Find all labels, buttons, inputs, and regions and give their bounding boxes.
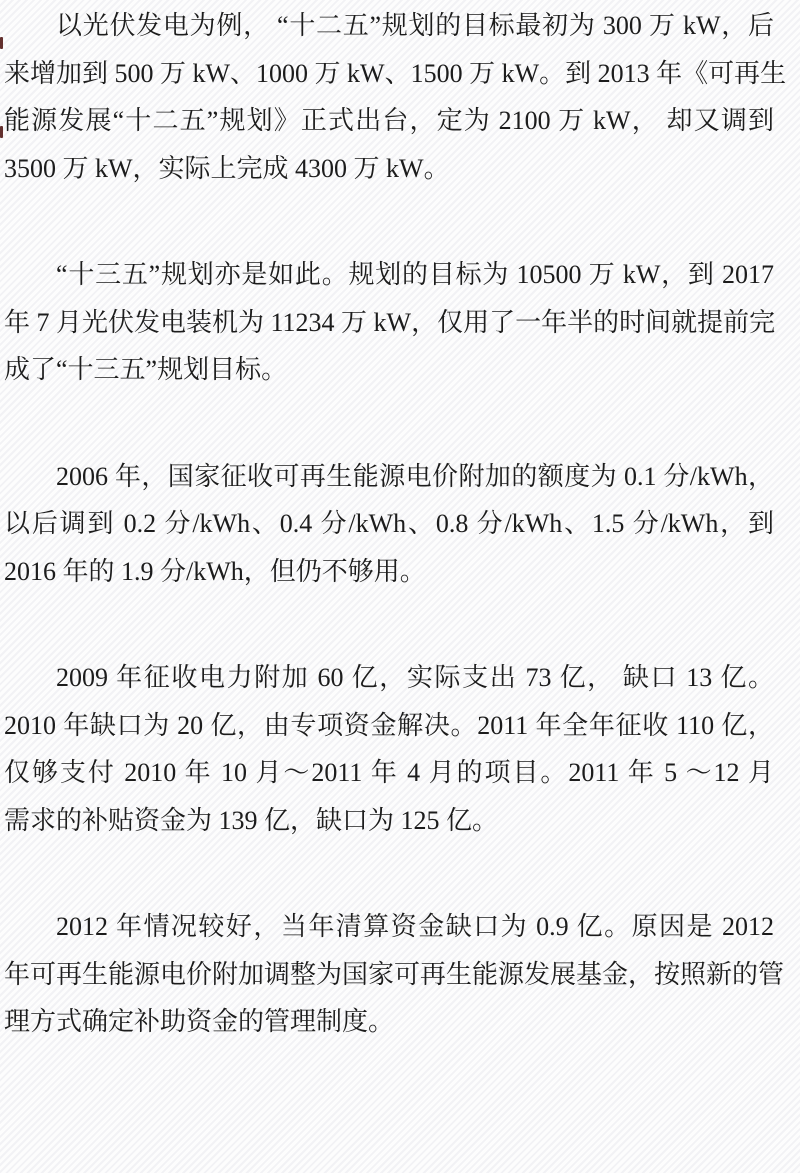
text-line: 理方式确定补助资金的管理制度。 [4, 1007, 395, 1036]
text-line: 2006 年，国家征收可再生能源电价附加的额度为 0.1 分/kWh， [56, 461, 774, 491]
text-line: 年可再生能源电价附加调整为国家可再生能源发展基金，按照新的管 [4, 959, 785, 989]
text-line: 需求的补贴资金为 139 亿，缺口为 125 亿。 [4, 805, 499, 835]
text-line: 年 7 月光伏发电装机为 11234 万 kW，仅用了一年半的时间就提前完 [4, 307, 776, 337]
text-line: 2009 年征收电力附加 60 亿，实际支出 73 亿， 缺口 13 亿。 [56, 663, 774, 692]
text-line: 3500 万 kW，实际上完成 4300 万 kW。 [4, 153, 450, 183]
scan-artifact-mark [0, 37, 3, 49]
text-line: 2016 年的 1.9 分/kWh，但仍不够用。 [4, 556, 426, 586]
paragraph [4, 2, 787, 192]
text-line: 以后调到 0.2 分/kWh、0.4 分/kWh、0.8 分/kWh、1.5 分/kWh，到 [4, 509, 774, 538]
paragraph [4, 251, 774, 394]
scan-artifact-mark [0, 126, 3, 138]
text-line: “十三五”规划亦是如此。规划的目标为 10500 万 kW，到 2017 [56, 260, 774, 289]
document-text [4, 2, 787, 1046]
text-line: 成了“十三五”规划目标。 [4, 355, 288, 384]
text-line: 2012 年情况较好，当年清算资金缺口为 0.9 亿。原因是 2012 [56, 912, 774, 941]
text-line: 仅够支付 2010 年 10 月～2011 年 4 月的项目。2011 年 5 ～12 月 [4, 758, 774, 787]
text-line: 2010 年缺口为 20 亿，由专项资金解决。2011 年全年征收 110 亿， [4, 710, 774, 740]
text-line: 以光伏发电为例， “十二五”规划的目标最初为 300 万 kW，后 [56, 11, 774, 40]
paragraph [4, 453, 774, 596]
text-line: 能源发展“十二五”规划》正式出台，定为 2100 万 kW， 却又调到 [4, 106, 774, 135]
paragraph [4, 903, 785, 1046]
paragraph [4, 654, 774, 844]
text-line: 来增加到 500 万 kW、1000 万 kW、1500 万 kW。到 2013 年《可再生 [4, 58, 787, 88]
